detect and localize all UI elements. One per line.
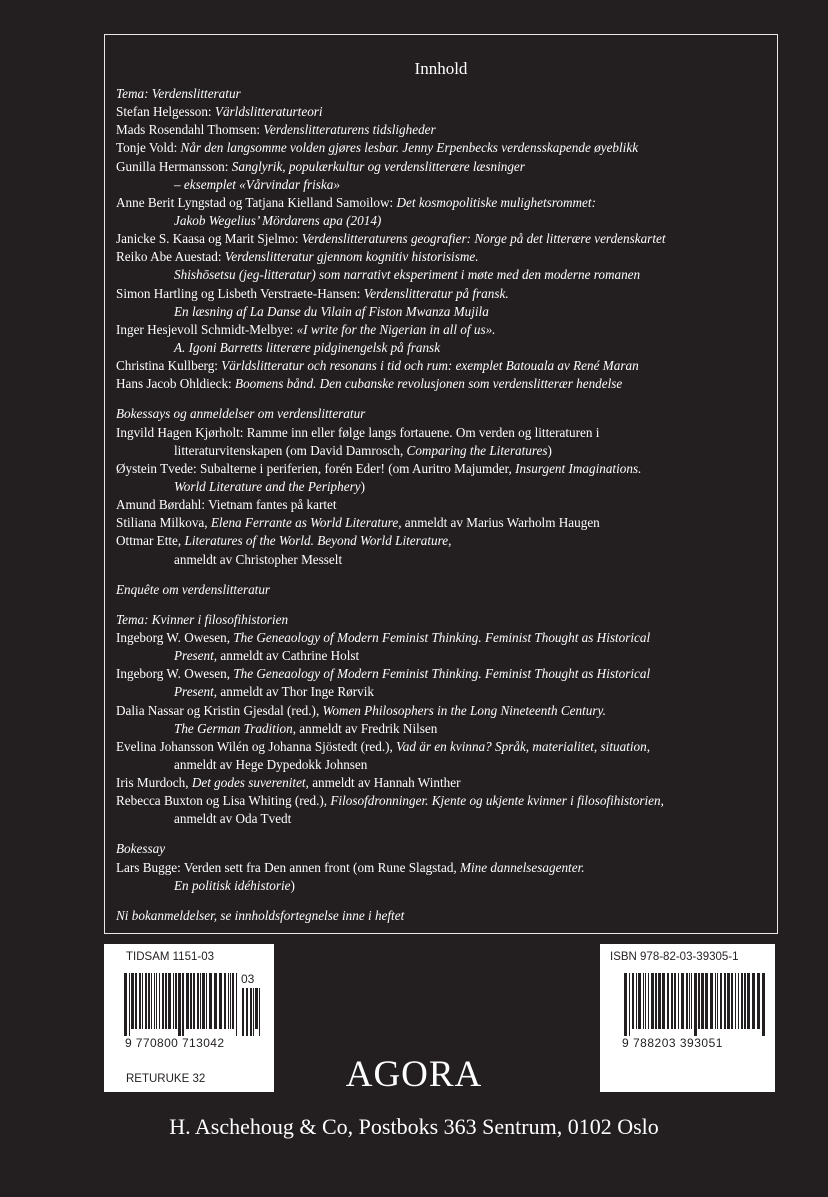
contents-line: [116, 357, 772, 375]
barcode-bar: [671, 973, 673, 1029]
brand-name: AGORA: [345, 1054, 483, 1095]
barcode-bar: [638, 973, 641, 1029]
italic-text: Present: [174, 648, 214, 664]
italic-text: Elena Ferrante as World Literature: [210, 515, 399, 531]
barcode-bar: [705, 973, 708, 1029]
contents-line: [116, 230, 772, 248]
contents-line-continuation: [116, 303, 772, 321]
barcode-bar: [694, 973, 697, 1036]
italic-text: Comparing the Literatures: [406, 442, 548, 458]
barcode-bar: [624, 973, 627, 1036]
roman-text: Simon Hartling og Lisbeth Verstraete-Hansen:: [116, 285, 364, 301]
roman-text: Dalia Nassar og Kristin Gjesdal (red.),: [116, 702, 323, 718]
roman-text: Amund Børdahl: Vietnam fantes på kartet: [116, 497, 337, 513]
roman-text: , anmeldt av Marius Warholm Haugen: [398, 515, 600, 531]
barcode-bar: [182, 973, 184, 1036]
barcode-bar: [168, 973, 171, 1029]
barcode-bar: [206, 973, 207, 1029]
barcode-bar: [629, 973, 630, 1036]
contents-line: [116, 532, 772, 550]
barcode-bar: [175, 973, 177, 1029]
roman-text: ): [547, 442, 552, 458]
roman-text: ,: [448, 533, 452, 549]
barcode-bar: [717, 973, 718, 1029]
contents-line-continuation: [116, 756, 772, 774]
italic-text: The Geneaology of Modern Feminist Thinking. Feminist Thought as Historical: [233, 629, 651, 645]
roman-text: Gunilla Hermansson:: [116, 158, 232, 174]
issn-label: TIDSAM 1151-03: [126, 951, 214, 963]
barcode-bar: [202, 973, 205, 1029]
contents-line-continuation: [116, 212, 772, 230]
barcode-bar: [715, 973, 716, 1029]
barcode-bar: [232, 973, 234, 1029]
barcode-bar: [710, 973, 713, 1029]
italic-text: Boomens bånd. Den cubanske revolusjonen som verdenslitterær hendelse: [235, 376, 623, 392]
roman-text: Ingeborg W. Owesen,: [116, 666, 234, 682]
barcode-bar: [762, 973, 765, 1036]
isbn-digits: 9 788203 393051: [622, 1036, 723, 1050]
roman-text: Ingvild Hagen Kjørholt: Ramme inn eller følge langs fortauene. Om verden og litteraturen i: [116, 424, 600, 440]
italic-text: Tema: Kvinner i filosofihistorien: [116, 611, 289, 627]
contents-line: [116, 611, 772, 629]
addon-barcode-bars: [242, 988, 264, 1036]
addon-digits: 03: [241, 972, 255, 986]
barcode-bar: [724, 973, 726, 1029]
contents-line: [116, 139, 772, 157]
roman-text: litteraturvitenskapen (om David Damrosch,: [174, 442, 407, 458]
roman-text: Lars Bugge: Verden sett fra Den annen front (om Rune Slagstad,: [116, 859, 461, 875]
contents-line: [116, 702, 772, 720]
contents-line-continuation: [116, 176, 772, 194]
italic-text: Bokessays og anmeldelser om verdenslitteratur: [116, 406, 366, 422]
barcode-bar: [678, 973, 679, 1029]
contents-line-continuation: [116, 478, 772, 496]
barcode-bar: [246, 988, 248, 1036]
barcode-bar: [735, 973, 736, 1029]
barcode-bar: [236, 973, 237, 1036]
italic-text: Filosofdronninger. Kjente og ukjente kvinner i filosofihistorien: [330, 793, 661, 809]
contents-line: [116, 405, 772, 423]
barcode-bar: [701, 973, 704, 1029]
roman-text: Mads Rosendahl Thomsen:: [116, 122, 264, 138]
italic-text: Vad är en kvinna? Språk, materialitet, situation: [396, 738, 647, 754]
roman-text: Tonje Vold:: [116, 140, 181, 156]
italic-text: Jakob Wegelius’ Mördarens apa (2014): [174, 212, 382, 228]
contents-line: [116, 738, 772, 756]
italic-text: Det godes suverenitet: [191, 775, 306, 791]
italic-text: Verdenslitteraturens geografier: Norge på det litterære verdenskartet: [301, 231, 666, 247]
italic-text: Verdenslitteraturens tidsligheder: [263, 122, 436, 138]
contents-line: [116, 285, 772, 303]
contents-line: [116, 907, 772, 925]
contents-line: [116, 85, 772, 103]
contents-line-continuation: [116, 551, 772, 569]
italic-text: Når den langsomme volden gjøres lesbar. Jenny Erpenbecks verdensskapende øyeblikk: [180, 140, 639, 156]
italic-text: Literatures of the World. Beyond World Literature: [184, 533, 449, 549]
contents-line: [116, 665, 772, 683]
barcode-bar: [686, 973, 688, 1029]
barcode-bar: [636, 973, 637, 1029]
barcode-bar: [219, 973, 222, 1029]
barcode-bar: [159, 973, 160, 1029]
barcode-bar: [154, 973, 155, 1029]
barcode-bar: [242, 988, 244, 1036]
barcode-bar: [648, 973, 649, 1029]
barcode-bar: [651, 973, 654, 1029]
roman-text: anmeldt av Oda Tvedt: [174, 811, 292, 827]
contents-title: Innhold: [414, 59, 468, 78]
barcode-bar: [224, 973, 226, 1029]
barcode-bar: [209, 973, 212, 1029]
barcode-bar: [197, 973, 199, 1029]
barcode-bar: [738, 973, 739, 1029]
contents-line: [116, 321, 772, 339]
italic-text: Verdenslitteratur på fransk.: [363, 285, 509, 301]
barcode-bar: [193, 973, 195, 1029]
italic-text: Bokessay: [116, 841, 166, 857]
italic-text: «I write for the Nigerian in all of us».: [296, 321, 496, 337]
issn-digits: 9 770800 713042: [125, 1036, 225, 1050]
barcode-bar: [741, 973, 743, 1029]
italic-text: En læsning af La Danse du Vilain af Fiston Mwanza Mujila: [174, 303, 489, 319]
italic-text: Present: [174, 684, 214, 700]
barcode-bar: [131, 973, 134, 1029]
barcode-bar: [674, 973, 676, 1029]
section-gap: [116, 393, 772, 405]
roman-text: ): [360, 478, 365, 494]
italic-text: Sanglyrik, populærkultur og verdenslitterære læsninger: [231, 158, 525, 174]
section-gap: [116, 895, 772, 907]
contents-line: [116, 496, 772, 514]
barcode-bar: [259, 988, 260, 1036]
roman-text: ): [290, 877, 295, 893]
contents-line-continuation: [116, 266, 772, 284]
issn-barcode-bars: [124, 973, 239, 1036]
barcode-bar: [253, 988, 254, 1036]
roman-text: Ottmar Ette,: [116, 533, 185, 549]
barcode-bar: [731, 973, 733, 1029]
italic-text: Världslitteraturteori: [214, 104, 323, 120]
roman-text: , anmeldt av Thor Inge Rørvik: [213, 684, 374, 700]
contents-line: [116, 375, 772, 393]
barcode-bar: [151, 973, 152, 1029]
barcode-bar: [139, 973, 141, 1029]
barcode-bar: [747, 973, 750, 1029]
contents-line-continuation: [116, 442, 772, 460]
barcode-bar: [156, 973, 157, 1029]
roman-text: Ingeborg W. Owesen,: [116, 629, 234, 645]
barcode-bar: [135, 973, 137, 1029]
italic-text: The German Tradition: [174, 720, 293, 736]
return-week: RETURUKE 32: [126, 1073, 206, 1085]
barcode-bar: [162, 973, 164, 1029]
italic-text: Shishōsetsu (jeg-litteratur) som narrativt eksperiment i møte med den moderne romanen: [174, 267, 641, 283]
contents-line: [116, 121, 772, 139]
barcode-bar: [178, 973, 181, 1036]
roman-text: Iris Murdoch,: [116, 775, 192, 791]
contents-line-continuation: [116, 720, 772, 738]
contents-list: [116, 85, 772, 925]
barcode-bar: [129, 973, 130, 1036]
contents-line: [116, 248, 772, 266]
roman-text: anmeldt av Christopher Messelt: [174, 551, 343, 567]
contents-line-continuation: [116, 810, 772, 828]
barcode-bar: [186, 973, 189, 1029]
barcode-bar: [124, 973, 127, 1036]
roman-text: Hans Jacob Ohldieck:: [116, 376, 236, 392]
roman-text: Janicke S. Kaasa og Marit Sjelmo:: [116, 231, 302, 247]
barcode-bar: [255, 988, 258, 1029]
barcode-bar: [667, 973, 669, 1029]
italic-text: Insurgent Imaginations.: [515, 460, 642, 476]
contents-line: [116, 792, 772, 810]
barcode-bar: [643, 973, 644, 1029]
roman-text: ,: [646, 738, 650, 754]
roman-text: , anmeldt av Fredrik Nilsen: [292, 720, 438, 736]
barcode-bar: [228, 973, 229, 1029]
barcode-bar: [727, 973, 730, 1029]
contents-line: [116, 103, 772, 121]
barcode-bar: [632, 973, 634, 1029]
contents-line: [116, 158, 772, 176]
contents-line: [116, 194, 772, 212]
contents-line-continuation: [116, 339, 772, 357]
barcode-bar: [691, 973, 692, 1029]
roman-text: Rebecca Buxton og Lisa Whiting (red.),: [116, 793, 331, 809]
section-gap: [116, 599, 772, 611]
section-gap: [116, 828, 772, 840]
contents-line: [116, 840, 772, 858]
contents-line: [116, 424, 772, 442]
contents-line: [116, 581, 772, 599]
barcode-bar: [200, 973, 201, 1029]
barcode-bar: [720, 973, 722, 1029]
contents-line-continuation: [116, 647, 772, 665]
contents-line: [116, 774, 772, 792]
barcode-bar: [698, 973, 700, 1029]
barcode-bar: [230, 973, 231, 1029]
contents-line: [116, 460, 772, 478]
barcode-bar: [655, 973, 657, 1029]
roman-text: Stefan Helgesson:: [116, 104, 215, 120]
barcode-bar: [757, 973, 760, 1029]
barcode-bar: [662, 973, 665, 1029]
barcode-bar: [645, 973, 646, 1029]
barcode-bar: [190, 973, 192, 1029]
barcode-bar: [744, 973, 746, 1029]
section-gap: [116, 569, 772, 581]
contents-line-continuation: [116, 683, 772, 701]
italic-text: A. Igoni Barretts litterære pidginengelsk på fransk: [174, 339, 441, 355]
barcode-bar: [148, 973, 150, 1029]
contents-line: [116, 514, 772, 532]
roman-text: Evelina Johansson Wilén og Johanna Sjöstedt (red.),: [116, 738, 397, 754]
barcode-bar: [165, 973, 167, 1029]
isbn-label: ISBN 978-82-03-39305-1: [610, 951, 739, 963]
italic-text: – eksemplet «Vårvindar friska»: [174, 176, 340, 192]
italic-text: En politisk idéhistorie: [174, 877, 291, 893]
barcode-bar: [689, 973, 690, 1029]
barcode-bar: [173, 973, 174, 1029]
barcode-bar: [250, 988, 252, 1036]
isbn-barcode-bars: [624, 973, 766, 1036]
barcode-bar: [145, 973, 147, 1029]
barcode-bar: [214, 973, 217, 1029]
italic-text: Mine dannelsesagenter.: [460, 859, 585, 875]
contents-line: [116, 859, 772, 877]
roman-text: Øystein Tvede: Subalterne i periferien, forén Eder! (om Auritro Majumder,: [116, 460, 516, 476]
italic-text: Tema: Verdenslitteratur: [116, 86, 241, 101]
barcode-bar: [142, 973, 143, 1029]
italic-text: Världslitteratur och resonans i tid och rum: exemplet Batouala av René Maran: [221, 358, 639, 374]
roman-text: , anmeldt av Hannah Winther: [305, 775, 461, 791]
barcode-bar: [752, 973, 755, 1029]
italic-text: Ni bokanmeldelser, se innholdsfortegnelse inne i heftet: [116, 907, 405, 923]
barcode-bar: [658, 973, 661, 1029]
roman-text: Inger Hesjevoll Schmidt-Melbye:: [116, 321, 297, 337]
roman-text: Christina Kullberg:: [116, 358, 222, 374]
roman-text: ,: [660, 793, 664, 809]
contents-line: [116, 629, 772, 647]
italic-text: Verdenslitteratur gjennom kognitiv historisisme.: [224, 249, 479, 265]
publisher-address: H. Aschehoug & Co, Postboks 363 Sentrum, 0102 Oslo: [169, 1114, 659, 1139]
roman-text: , anmeldt av Cathrine Holst: [213, 648, 360, 664]
italic-text: Enquête om verdenslitteratur: [116, 581, 271, 597]
roman-text: Stiliana Milkova,: [116, 515, 211, 531]
italic-text: The Geneaology of Modern Feminist Thinking. Feminist Thought as Historical: [233, 666, 651, 682]
roman-text: Anne Berit Lyngstad og Tatjana Kielland Samoilow:: [116, 194, 397, 210]
italic-text: Women Philosophers in the Long Nineteenth Century.: [322, 702, 606, 718]
roman-text: Reiko Abe Auestad:: [116, 249, 225, 265]
roman-text: anmeldt av Hege Dypedokk Johnsen: [174, 756, 368, 772]
italic-text: World Literature and the Periphery: [174, 478, 361, 494]
barcode-bar: [681, 973, 684, 1029]
contents-frame: [104, 34, 778, 934]
contents-line-continuation: [116, 877, 772, 895]
italic-text: Det kosmopolitiske mulighetsrommet:: [396, 194, 596, 210]
